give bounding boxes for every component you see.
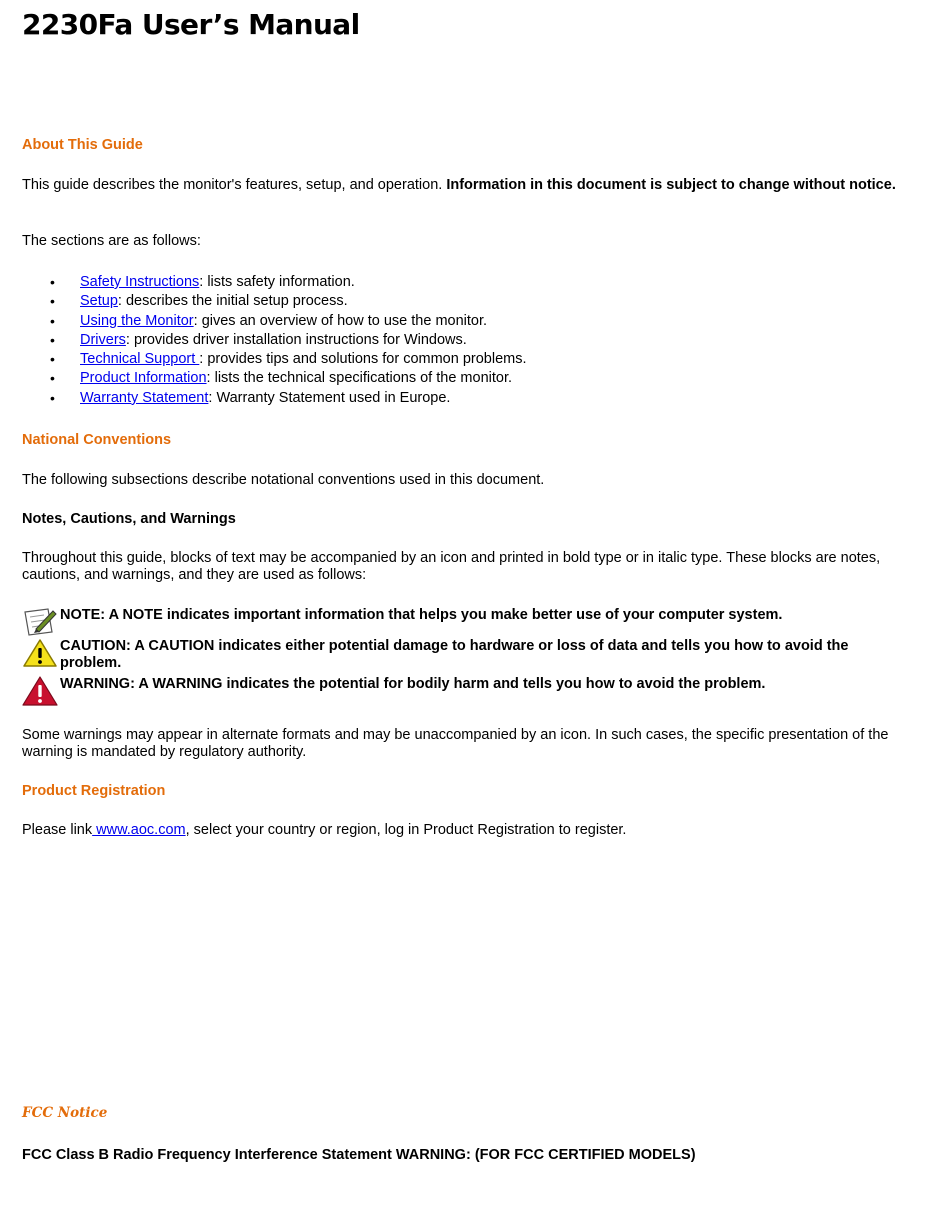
list-item [22, 312, 527, 331]
sections-intro: The sections are as follows: [22, 233, 201, 249]
list-item-desc: : Warranty Statement used in Europe. [208, 389, 451, 406]
list-item-desc: : lists safety information. [199, 274, 355, 290]
bullet: • [50, 312, 55, 329]
caution-text: CAUTION: A CAUTION indicates either potential damage to hardware or loss of data and tells you how to avoid the problem. [60, 638, 849, 671]
bullet: • [50, 331, 55, 348]
list-item [22, 292, 527, 311]
note-pencil-icon [22, 607, 58, 637]
list-item-desc: : lists the technical specifications of the monitor. [206, 370, 513, 387]
bullet: • [50, 370, 55, 387]
note-text: NOTE: A NOTE indicates important information that helps you make better use of your computer system. [60, 607, 783, 623]
registration-text-before: Please link [22, 822, 93, 838]
list-item [22, 389, 527, 408]
link-product-information[interactable]: Product Information [80, 370, 207, 387]
list-item-desc: : provides tips and solutions for common problems. [199, 351, 527, 368]
link-warranty-statement[interactable]: Warranty Statement [80, 389, 209, 406]
list-item [22, 331, 527, 350]
conventions-intro: The following subsections describe notational conventions used in this document. [22, 472, 545, 488]
list-item [22, 273, 527, 292]
list-item [22, 369, 527, 388]
aoc-website-link[interactable]: www.aoc.com [92, 822, 186, 838]
bullet: • [50, 389, 55, 406]
conventions-heading: National Conventions [22, 432, 172, 448]
bullet: • [50, 351, 55, 368]
list-item-desc: : describes the initial setup process. [117, 293, 348, 310]
link-safety-instructions[interactable]: Safety Instructions [80, 274, 200, 290]
link-technical-support[interactable]: Technical Support [80, 351, 200, 368]
conventions-body: Throughout this guide, blocks of text may be accompanied by an icon and printed in bold type or in italic type. These blocks are notes, cautions, and warnings, and they are used as follows: [22, 550, 881, 583]
notes-subheading: Notes, Cautions, and Warnings [22, 511, 236, 527]
about-intro [22, 177, 902, 194]
bullet: • [50, 293, 55, 310]
registration-text [22, 822, 626, 838]
caution-triangle-icon [22, 638, 58, 668]
warning-triangle-icon [22, 676, 58, 706]
fcc-heading: FCC Notice [22, 1105, 108, 1121]
page-title: 2230Fa User’s Manual [22, 8, 360, 41]
list-item [22, 350, 527, 369]
warning-text: WARNING: A WARNING indicates the potential for bodily harm and tells you how to avoid the problem. [60, 676, 766, 692]
list-item-desc: : provides driver installation instructions for Windows. [125, 331, 467, 348]
registration-text-after: , select your country or region, log in Product Registration to register. [185, 822, 627, 838]
list-item-desc: : gives an overview of how to use the monitor. [193, 312, 488, 329]
link-setup[interactable]: Setup [80, 293, 118, 310]
bullet: • [50, 274, 55, 290]
about-heading: About This Guide [22, 137, 143, 153]
about-intro-plain: This guide describes the monitor's features, setup, and operation. [22, 177, 447, 193]
fcc-statement: FCC Class B Radio Frequency Interference Statement WARNING: (FOR FCC CERTIFIED MODELS) [22, 1147, 696, 1163]
registration-heading: Product Registration [22, 783, 166, 799]
link-drivers[interactable]: Drivers [80, 331, 126, 348]
link-using-the-monitor[interactable]: Using the Monitor [80, 312, 194, 329]
sections-list [22, 273, 527, 408]
about-intro-bold: Information in this document is subject to change without notice. [446, 177, 896, 193]
alt-formats-text: Some warnings may appear in alternate formats and may be unaccompanied by an icon. In such cases, the specific presentation of the warning is mandated by regulatory authority. [22, 727, 889, 760]
